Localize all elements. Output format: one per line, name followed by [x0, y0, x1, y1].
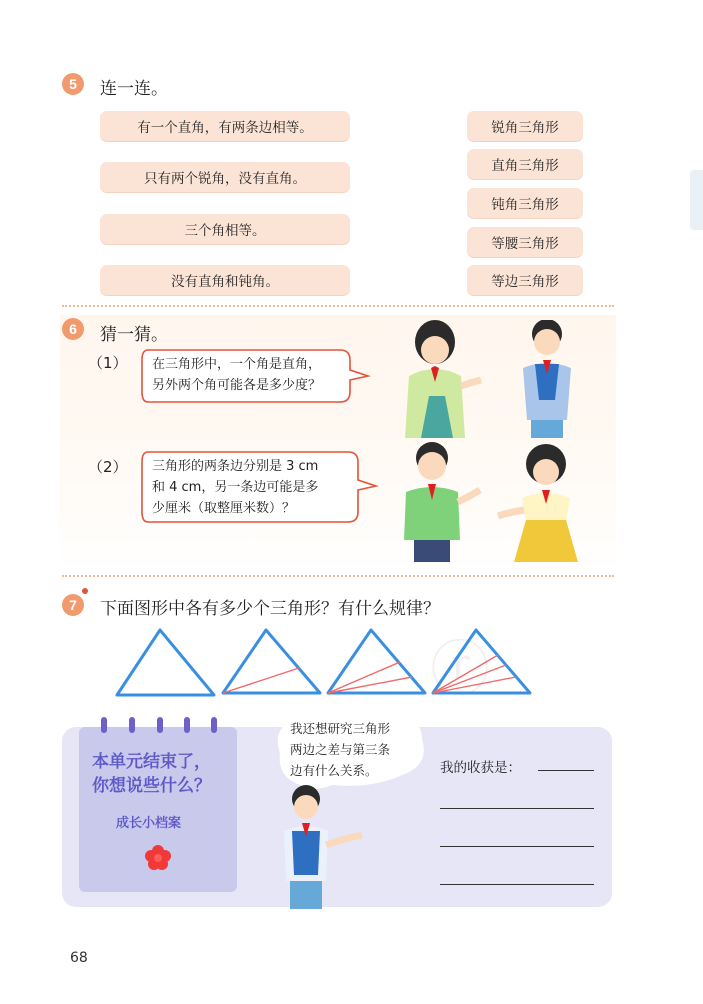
speech-line2: 两边之差与第三条 — [290, 742, 391, 757]
q5-left-item-3[interactable]: 三个角相等。 — [100, 214, 350, 244]
q5-left-item-4[interactable]: 没有直角和钝角。 — [100, 265, 350, 295]
q5-right-item-5[interactable]: 等边三角形 — [467, 265, 583, 295]
page-number: 68 — [70, 950, 88, 966]
speech-cloud-text — [290, 718, 390, 781]
q6-p2-text — [152, 456, 318, 519]
q5-right-item-2[interactable]: 直角三角形 — [467, 149, 583, 179]
harvest-label: 我的收获是： — [440, 760, 521, 776]
harvest-line-4[interactable] — [440, 884, 594, 885]
binder-ring-3 — [157, 717, 163, 733]
growth-card-text — [92, 750, 211, 798]
q6-p1-line1: 在三角形中，一个角是直角， — [152, 357, 322, 372]
q7-triangle-figures — [110, 625, 550, 700]
binder-ring-5 — [211, 717, 217, 733]
q6-p2-line2: 和 4 cm，另一条边可能是多 — [152, 480, 319, 495]
q6-p1-text — [152, 354, 321, 396]
q6-p2-line3: 少厘米（取整厘米数）？ — [152, 501, 296, 516]
q5-left-item-1[interactable]: 有一个直角，有两条边相等。 — [100, 111, 350, 141]
growth-card-line1: 本单元结束了， — [92, 752, 211, 772]
q6-children-illustration-2 — [398, 440, 588, 562]
speech-line1: 我还想研究三角形 — [290, 721, 391, 736]
divider-top — [62, 305, 614, 307]
q7-star-dot — [82, 588, 88, 594]
triangle-2 — [223, 630, 320, 693]
growth-card-label: 成长小档案 — [116, 816, 182, 831]
q5-left-item-2[interactable]: 只有两个锐角，没有直角。 — [100, 162, 350, 192]
q5-right-item-3[interactable]: 钝角三角形 — [467, 188, 583, 218]
q6-p2-line1: 三角形的两条边分别是 3 cm — [152, 459, 319, 474]
binder-ring-4 — [184, 717, 190, 733]
side-tab — [690, 170, 703, 230]
q6-title: 猜一猜。 — [100, 325, 168, 345]
q7-title: 下面图形中各有多少个三角形？有什么规律？ — [100, 599, 440, 619]
q5-number-badge: 5 — [62, 73, 84, 95]
boy-illustration — [278, 785, 368, 909]
q5-right-item-1[interactable]: 锐角三角形 — [467, 111, 583, 141]
q6-p1-label: （1） — [88, 354, 128, 372]
harvest-line-3[interactable] — [440, 846, 594, 847]
growth-card-line2: 你想说些什么？ — [92, 776, 211, 796]
q5-title: 连一连。 — [100, 79, 168, 99]
harvest-line-2[interactable] — [440, 808, 594, 809]
flower-icon — [145, 845, 171, 871]
q6-p1-line2: 另外两个角可能各是多少度？ — [152, 378, 322, 393]
q7-number-badge: 7 — [62, 594, 84, 616]
speech-line3: 边有什么关系。 — [290, 763, 378, 778]
triangle-3 — [328, 630, 425, 693]
harvest-line-1[interactable] — [538, 770, 594, 771]
watermark-text: ⓡ — [430, 635, 490, 700]
q6-number-badge: 6 — [62, 318, 84, 340]
binder-ring-1 — [101, 717, 107, 733]
triangle-1 — [117, 630, 214, 695]
q6-children-illustration-1 — [395, 320, 595, 438]
q5-right-item-4[interactable]: 等腰三角形 — [467, 227, 583, 257]
binder-ring-2 — [129, 717, 135, 733]
q6-p2-label: （2） — [88, 458, 128, 476]
divider-bottom — [62, 575, 614, 577]
